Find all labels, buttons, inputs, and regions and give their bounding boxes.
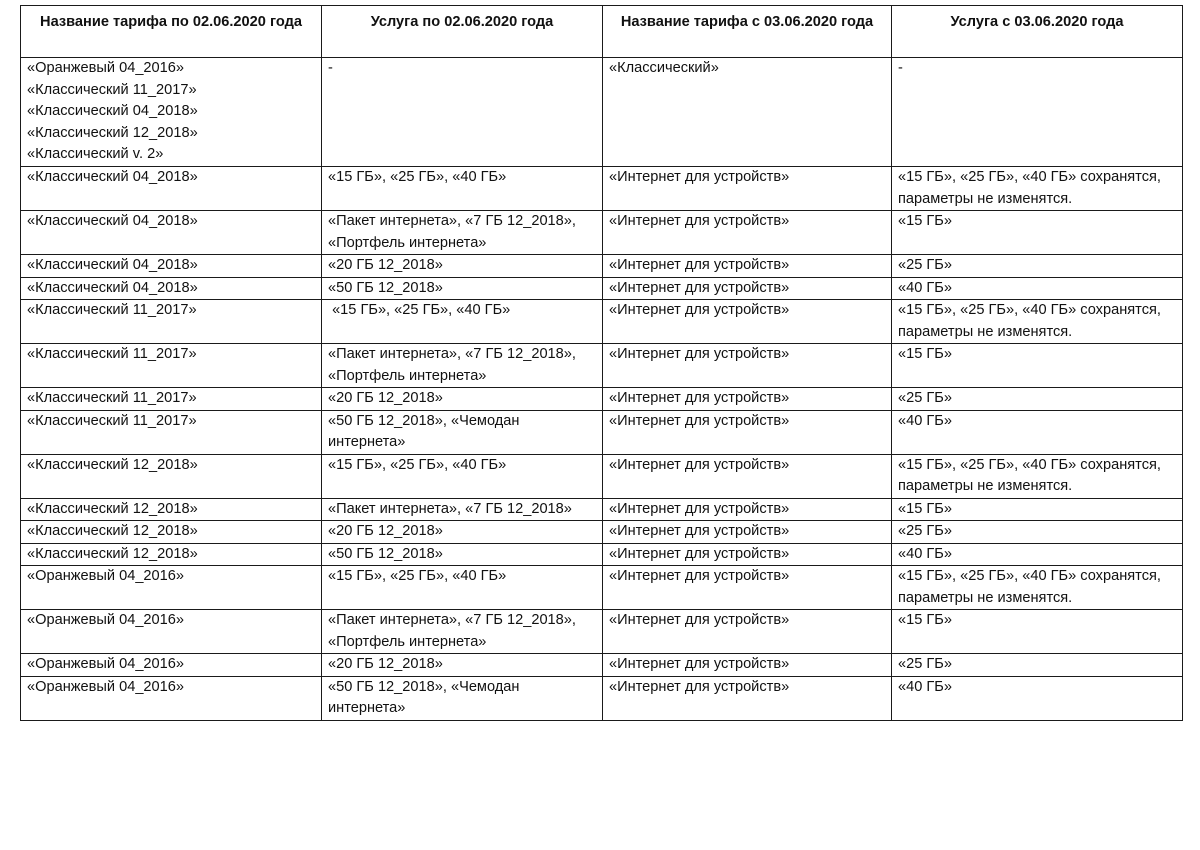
table-row (21, 255, 1183, 278)
cell-old-tariff-text: «Оранжевый 04_2016» (27, 568, 185, 584)
cell-new-tariff (603, 167, 892, 211)
cell-old-tariff-text: «Оранжевый 04_2016» (27, 656, 185, 672)
cell-new-service (892, 300, 1183, 344)
cell-new-service (892, 543, 1183, 566)
cell-new-tariff (603, 211, 892, 255)
cell-new-service-text: «15 ГБ», «25 ГБ», «40 ГБ» сохранятся, параметры не изменятся. (898, 456, 1166, 494)
cell-old-tariff (21, 255, 322, 278)
cell-old-service (322, 277, 603, 300)
cell-old-tariff (21, 58, 322, 167)
cell-old-tariff (21, 211, 322, 255)
tariff-table (20, 5, 1183, 721)
cell-new-tariff (603, 410, 892, 454)
table-row (21, 654, 1183, 677)
cell-new-tariff (603, 454, 892, 498)
cell-old-service (322, 344, 603, 388)
cell-old-service (322, 388, 603, 411)
cell-old-tariff-text: «Классический 12_2018» (27, 500, 198, 517)
cell-new-tariff-text: «Интернет для устройств» (609, 456, 790, 473)
cell-new-tariff-text: «Классический» (609, 60, 719, 76)
cell-new-service-text: «15 ГБ» (898, 346, 952, 362)
cell-new-tariff (603, 388, 892, 411)
cell-old-service (322, 255, 603, 278)
cell-new-service (892, 676, 1183, 720)
cell-new-service-text: «15 ГБ» (898, 500, 952, 517)
cell-new-tariff-text: «Интернет для устройств» (609, 612, 790, 628)
cell-old-tariff-text: «Классический 04_2018» (27, 169, 198, 185)
cell-old-service (322, 543, 603, 566)
cell-old-tariff-text: «Классический 11_2017» (27, 390, 197, 406)
cell-new-service (892, 498, 1183, 521)
cell-old-service (322, 454, 603, 498)
cell-old-tariff-text: «Классический 12_2018» (27, 456, 198, 473)
cell-new-tariff (603, 277, 892, 300)
cell-old-tariff-text: «Классический 11_2017» (27, 346, 197, 362)
cell-new-service-text: «25 ГБ» (898, 656, 952, 672)
header-new-service: Услуга с 03.06.2020 года (892, 6, 1183, 58)
cell-old-tariff-text: «Классический 04_2018» (27, 279, 198, 296)
cell-old-service-text: «15 ГБ», «25 ГБ», «40 ГБ» (328, 456, 507, 473)
cell-new-tariff-text: «Интернет для устройств» (609, 390, 790, 406)
table-row (21, 211, 1183, 255)
cell-old-service-text: «20 ГБ 12_2018» (328, 523, 443, 539)
cell-new-service (892, 654, 1183, 677)
cell-new-tariff-text: «Интернет для устройств» (609, 523, 790, 539)
cell-old-tariff (21, 300, 322, 344)
cell-new-service (892, 211, 1183, 255)
cell-new-tariff (603, 610, 892, 654)
cell-old-tariff-text: «Классический 12_2018» (27, 523, 198, 539)
cell-new-service (892, 388, 1183, 411)
cell-old-tariff-text: «Классический 11_2017» (27, 412, 197, 429)
cell-old-tariff (21, 344, 322, 388)
table-row (21, 167, 1183, 211)
cell-new-service-text: «25 ГБ» (898, 523, 952, 539)
table-row (21, 543, 1183, 566)
cell-old-service (322, 58, 603, 167)
table-row (21, 58, 1183, 167)
cell-old-service (322, 654, 603, 677)
cell-old-service-text: «Пакет интернета», «7 ГБ 12_2018», «Портфель интернета» (328, 213, 581, 251)
cell-old-tariff-text: «Оранжевый 04_2016» «Классический 11_2017» «Классический 04_2018» «Классический 12_2018» «Классический v. 2» (27, 60, 198, 162)
cell-new-tariff (603, 654, 892, 677)
cell-new-service (892, 610, 1183, 654)
cell-old-tariff (21, 388, 322, 411)
cell-old-service (322, 676, 603, 720)
cell-old-service-text: «20 ГБ 12_2018» (328, 257, 443, 273)
cell-new-service (892, 454, 1183, 498)
table-body (21, 58, 1183, 721)
table-row (21, 610, 1183, 654)
cell-new-tariff-text: «Интернет для устройств» (609, 500, 790, 517)
cell-old-service-text: «50 ГБ 12_2018» (328, 279, 443, 296)
table-row (21, 344, 1183, 388)
header-old-tariff: Название тарифа по 02.06.2020 года (21, 6, 322, 58)
cell-new-tariff (603, 255, 892, 278)
cell-old-service (322, 211, 603, 255)
cell-old-service-text: «15 ГБ», «25 ГБ», «40 ГБ» (328, 568, 507, 584)
cell-new-tariff-text: «Интернет для устройств» (609, 568, 790, 584)
cell-old-tariff-text: «Оранжевый 04_2016» (27, 678, 185, 695)
cell-new-service-text: «40 ГБ» (898, 678, 952, 695)
cell-old-service-text: «50 ГБ 12_2018», «Чемодан интернета» (328, 678, 524, 716)
cell-new-service-text: «15 ГБ» (898, 213, 952, 229)
cell-old-service-text: «50 ГБ 12_2018», «Чемодан интернета» (328, 412, 524, 450)
document-page (20, 5, 1183, 721)
cell-new-service (892, 410, 1183, 454)
table-row (21, 521, 1183, 544)
cell-new-service-text: - (898, 60, 903, 76)
cell-old-tariff-text: «Классический 12_2018» (27, 545, 198, 562)
table-row (21, 676, 1183, 720)
header-old-service: Услуга по 02.06.2020 года (322, 6, 603, 58)
table-row (21, 277, 1183, 300)
cell-new-tariff-text: «Интернет для устройств» (609, 279, 790, 296)
cell-old-service-text: - (328, 60, 333, 76)
cell-old-tariff (21, 277, 322, 300)
cell-old-service (322, 410, 603, 454)
cell-new-service-text: «15 ГБ», «25 ГБ», «40 ГБ» сохранятся, параметры не изменятся. (898, 169, 1166, 207)
cell-new-tariff-text: «Интернет для устройств» (609, 412, 790, 429)
cell-old-tariff (21, 410, 322, 454)
table-row (21, 300, 1183, 344)
cell-old-tariff (21, 167, 322, 211)
cell-old-service-text: «Пакет интернета», «7 ГБ 12_2018», «Портфель интернета» (328, 612, 581, 650)
cell-old-tariff-text: «Классический 04_2018» (27, 213, 198, 229)
cell-old-service (322, 610, 603, 654)
cell-new-tariff-text: «Интернет для устройств» (609, 346, 790, 362)
cell-old-tariff (21, 676, 322, 720)
cell-new-service (892, 277, 1183, 300)
cell-old-service (322, 167, 603, 211)
table-row (21, 498, 1183, 521)
cell-new-tariff-text: «Интернет для устройств» (609, 545, 790, 562)
cell-new-service-text: «40 ГБ» (898, 279, 952, 296)
cell-new-service-text: «40 ГБ» (898, 545, 952, 562)
cell-old-service-text: «20 ГБ 12_2018» (328, 656, 443, 672)
cell-old-service-text: «15 ГБ», «25 ГБ», «40 ГБ» (328, 302, 511, 318)
cell-old-service (322, 300, 603, 344)
cell-old-tariff (21, 610, 322, 654)
cell-new-tariff-text: «Интернет для устройств» (609, 213, 790, 229)
cell-new-tariff (603, 566, 892, 610)
cell-old-service (322, 566, 603, 610)
table-row (21, 410, 1183, 454)
cell-old-tariff-text: «Оранжевый 04_2016» (27, 612, 185, 628)
table-row (21, 454, 1183, 498)
cell-new-tariff (603, 543, 892, 566)
cell-old-service-text: «Пакет интернета», «7 ГБ 12_2018» (328, 500, 572, 517)
cell-new-tariff-text: «Интернет для устройств» (609, 302, 790, 318)
table-row (21, 388, 1183, 411)
cell-old-service-text: «Пакет интернета», «7 ГБ 12_2018», «Портфель интернета» (328, 346, 581, 384)
cell-old-tariff (21, 454, 322, 498)
cell-old-tariff (21, 498, 322, 521)
cell-new-tariff (603, 676, 892, 720)
cell-old-tariff (21, 654, 322, 677)
table-header-row (21, 6, 1183, 58)
cell-new-service (892, 344, 1183, 388)
cell-new-tariff (603, 58, 892, 167)
cell-old-service (322, 498, 603, 521)
cell-old-tariff (21, 566, 322, 610)
cell-new-service (892, 566, 1183, 610)
table-row (21, 566, 1183, 610)
cell-new-tariff (603, 300, 892, 344)
cell-new-service (892, 521, 1183, 544)
cell-new-service (892, 58, 1183, 167)
cell-old-service-text: «15 ГБ», «25 ГБ», «40 ГБ» (328, 169, 507, 185)
cell-new-service (892, 255, 1183, 278)
cell-old-tariff-text: «Классический 04_2018» (27, 257, 198, 273)
cell-old-tariff (21, 521, 322, 544)
cell-new-tariff-text: «Интернет для устройств» (609, 656, 790, 672)
cell-new-tariff (603, 344, 892, 388)
cell-old-service-text: «50 ГБ 12_2018» (328, 545, 443, 562)
cell-new-service (892, 167, 1183, 211)
cell-old-service (322, 521, 603, 544)
cell-new-service-text: «40 ГБ» (898, 412, 952, 429)
cell-new-tariff (603, 498, 892, 521)
cell-new-tariff-text: «Интернет для устройств» (609, 257, 790, 273)
cell-new-service-text: «25 ГБ» (898, 257, 952, 273)
cell-new-tariff (603, 521, 892, 544)
cell-new-service-text: «15 ГБ», «25 ГБ», «40 ГБ» сохранятся, параметры не изменятся. (898, 302, 1166, 340)
cell-new-service-text: «25 ГБ» (898, 390, 952, 406)
cell-new-service-text: «15 ГБ» (898, 612, 952, 628)
cell-old-tariff-text: «Классический 11_2017» (27, 302, 197, 318)
cell-new-tariff-text: «Интернет для устройств» (609, 678, 790, 695)
cell-new-tariff-text: «Интернет для устройств» (609, 169, 790, 185)
cell-new-service-text: «15 ГБ», «25 ГБ», «40 ГБ» сохранятся, параметры не изменятся. (898, 568, 1166, 606)
header-new-tariff: Название тарифа с 03.06.2020 года (603, 6, 892, 58)
cell-old-tariff (21, 543, 322, 566)
cell-old-service-text: «20 ГБ 12_2018» (328, 390, 443, 406)
